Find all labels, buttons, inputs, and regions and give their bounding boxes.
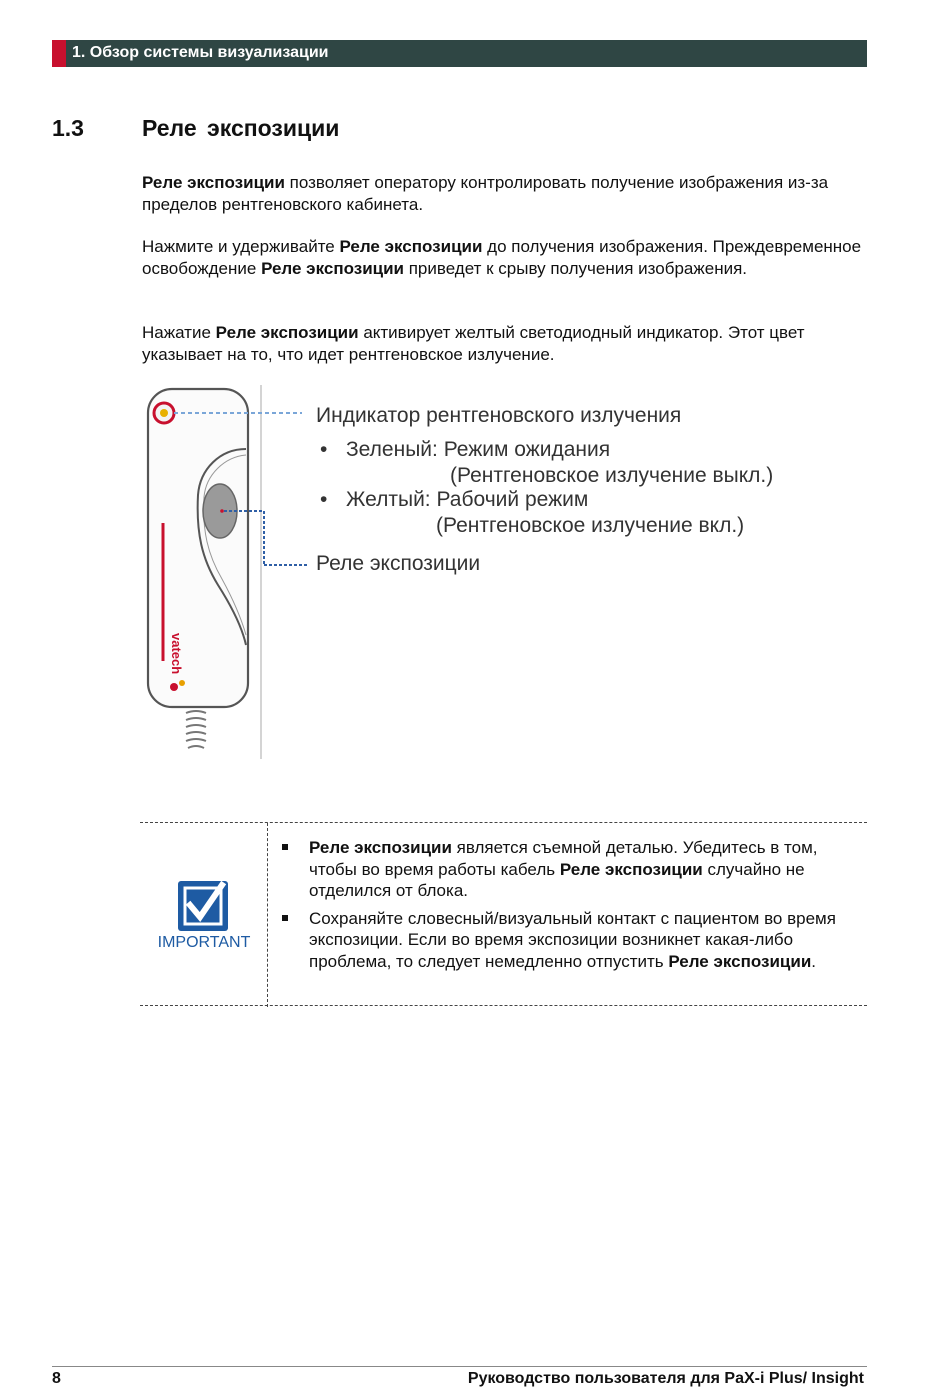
header-section-label: 1. Обзор системы визуализации <box>72 44 329 61</box>
footer-title: Руководство пользователя для PaX-i Plus/ Insight <box>467 1370 864 1387</box>
important-label: IMPORTANT <box>157 934 251 951</box>
header-bar <box>52 40 867 67</box>
list-item: Реле экспозиции является съемной деталью. Убедитесь в том, чтобы во время работы кабель Реле экспозиции случайно не отделился от блока. <box>282 837 842 902</box>
footer-divider <box>52 1366 867 1367</box>
section-title: Реле экспозиции <box>142 115 340 141</box>
paragraph-usage: Нажмите и удерживайте Реле экспозиции до получения изображения. Преждевременное освобождение Реле экспозиции приведет к срыву получения изображения. <box>142 237 862 278</box>
label-yellow-mode: • Желтый: Рабочий режим <box>320 488 589 511</box>
label-green-mode-sub: (Рентгеновское излучение выкл.) <box>450 464 774 487</box>
svg-text:vatech: vatech <box>169 633 184 675</box>
notice-list <box>282 837 842 978</box>
notice-divider <box>267 823 268 1007</box>
exposure-switch-figure <box>140 383 800 763</box>
header-accent <box>52 40 66 67</box>
section-number: 1.3 <box>52 115 84 141</box>
page-number: 8 <box>52 1370 61 1387</box>
paragraph-indicator: Нажатие Реле экспозиции активирует желтый светодиодный индикатор. Этот цвет указывает на то, что идет рентгеновское излучение. <box>142 323 805 364</box>
list-item: Сохраняйте словесный/визуальный контакт с пациентом во время экспозиции. Если во время экспозиции возникнет какая-либо проблема, то следует немедленно отпустить Реле экспозиции. <box>282 908 842 973</box>
label-green-mode: • Зеленый: Режим ожидания <box>320 438 611 461</box>
checkmark-icon <box>178 881 228 931</box>
coiled-cable <box>186 703 206 748</box>
label-xray-indicator: Индикатор рентгеновского излучения <box>316 404 682 427</box>
label-yellow-mode-sub: (Рентгеновское излучение вкл.) <box>436 514 745 537</box>
label-exposure-switch: Реле экспозиции <box>316 552 481 575</box>
paragraph-intro: Реле экспозиции позволяет оператору контролировать получение изображения из-за пределов рентгеновского кабинета. <box>142 173 829 214</box>
important-notice <box>140 822 867 1006</box>
led-indicator-icon <box>154 403 174 423</box>
